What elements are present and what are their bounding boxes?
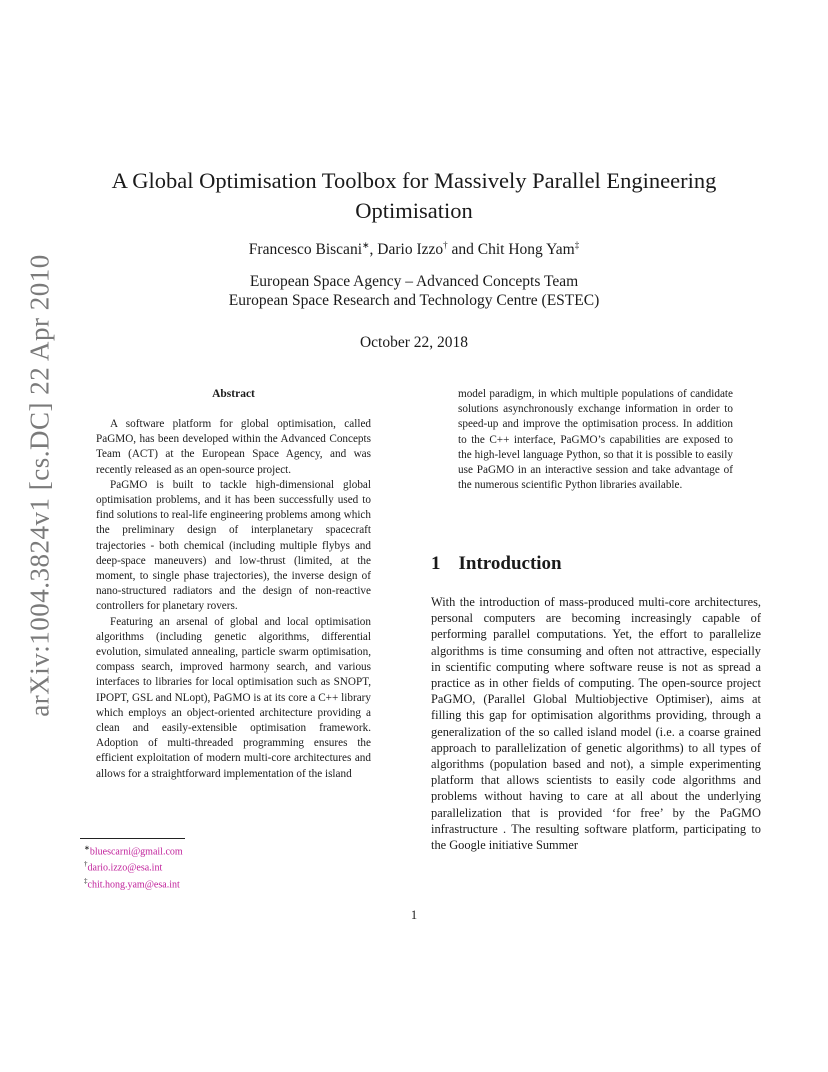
author-list (90, 240, 738, 259)
author-footnote-mark: † (443, 240, 448, 250)
footnote-mark: ‡ (84, 876, 88, 885)
email-link[interactable]: chit.hong.yam@esa.int (87, 878, 180, 890)
affiliation (90, 272, 738, 310)
email-link[interactable]: bluescarni@gmail.com (89, 846, 183, 858)
author-name: Chit Hong Yam (477, 241, 575, 259)
arxiv-stamp (18, 253, 62, 717)
abstract-right-column (458, 387, 733, 493)
footnote-mark: † (84, 860, 88, 869)
abstract-paragraph: Featuring an arsenal of global and local optimisation algorithms (including genetic algorithms, differential evolution, simulated annealing, particle swarm optimisation, compass search, improved harmony search, and various interfaces to libraries for local optimisation such as SNOPT, IPOPT, GSL and NLopt), PaGMO is at its core a C++ library which employs an object-oriented architecture providing a clean and easily-extensible optimisation framework. Adoption of multi-threaded programming ensures the efficient exploitation of modern multi-core architectures and allows for a straightforward implementation of the island (96, 615, 371, 780)
author-footnote-mark: ‡ (574, 240, 580, 250)
abstract-continuation: model paradigm, in which multiple populations of candidate solutions asynchronously exchange information in order to speed-up and improve the optimisation process. In addition to the C++ interface, PaGMO’s capabilities are exposed to the high-level language Python, so that it is possible to easily use PaGMO in an interactive session and take advantage of the numerous scientific Python libraries available. (458, 388, 733, 492)
section-number: 1 (431, 553, 441, 574)
abstract-paragraph: PaGMO is built to tackle high-dimensional global optimisation problems, and it has been successfully used to find solutions to real-life engineering problems among which the preliminary design of interplanetary spacecraft trajectories - both chemical (including multiple flybys and deep-space maneuvers) and low-thrust (limited, at the moment, to single phase trajectories), the inverse design of nano-structured radiators and the design of non-reactive controllers for planetary rovers. (96, 478, 371, 613)
abstract-left-column (96, 417, 371, 782)
footnote (84, 858, 183, 874)
affiliation-line: European Space Research and Technology Centre (ESTEC) (228, 292, 600, 309)
footnotes (84, 842, 183, 891)
section-title: Introduction (458, 553, 562, 574)
affiliation-line: European Space Agency – Advanced Concepts Team (249, 273, 579, 290)
footnote-rule (80, 838, 185, 839)
arxiv-stamp-text: arXiv:1004.3824v1 [cs.DC] 22 Apr 2010 (24, 253, 55, 717)
footnote (84, 842, 183, 858)
page-number: 1 (410, 908, 418, 922)
paper-title: A Global Optimisation Toolbox for Massively Parallel Engineering Optimisation (111, 168, 717, 223)
introduction-body (431, 594, 761, 853)
author-footnote-mark: ∗ (362, 240, 370, 250)
author-name: Dario Izzo (377, 241, 444, 259)
footnote (84, 875, 183, 891)
author-conjunction: and (447, 241, 478, 259)
paper-date: October 22, 2018 (359, 334, 469, 351)
author-name: Francesco Biscani (248, 241, 362, 259)
body-paragraph: With the introduction of mass-produced multi-core architectures, personal computers are becoming increasingly capable of performing parallel computations. Yet, the effort to parallelize algorithms is time consuming and often not attractive, especially in scientific computing where software reuse is not as spread a practice as in other fields of computing. The open-source project PaGMO, (Parallel Global Multiobjective Optimiser), aims at filling this gap for optimisation algorithms providing, through a generalization of the so called island model (i.e. a coarse grained approach to parallelization of genetic algorithms) to all types of algorithms (population based and not), a simple experimenting platform that allows scientists to easily code algorithms and problems without having to care at all about the underlying parallelization that is provided ‘for free’ by the PaGMO infrastructure . The resulting software platform, participating to the Google initiative Summer (431, 595, 761, 853)
footnote-mark: ∗ (84, 844, 90, 852)
abstract-paragraph: A software platform for global optimisation, called PaGMO, has been developed within the Advanced Concepts Team (ACT) at the European Space Agency, and was recently released as an open-source project. (96, 418, 371, 476)
email-link[interactable]: dario.izzo@esa.int (87, 862, 163, 874)
section-heading (431, 553, 562, 575)
abstract-heading: Abstract (212, 388, 255, 400)
author-separator: , (369, 241, 378, 259)
